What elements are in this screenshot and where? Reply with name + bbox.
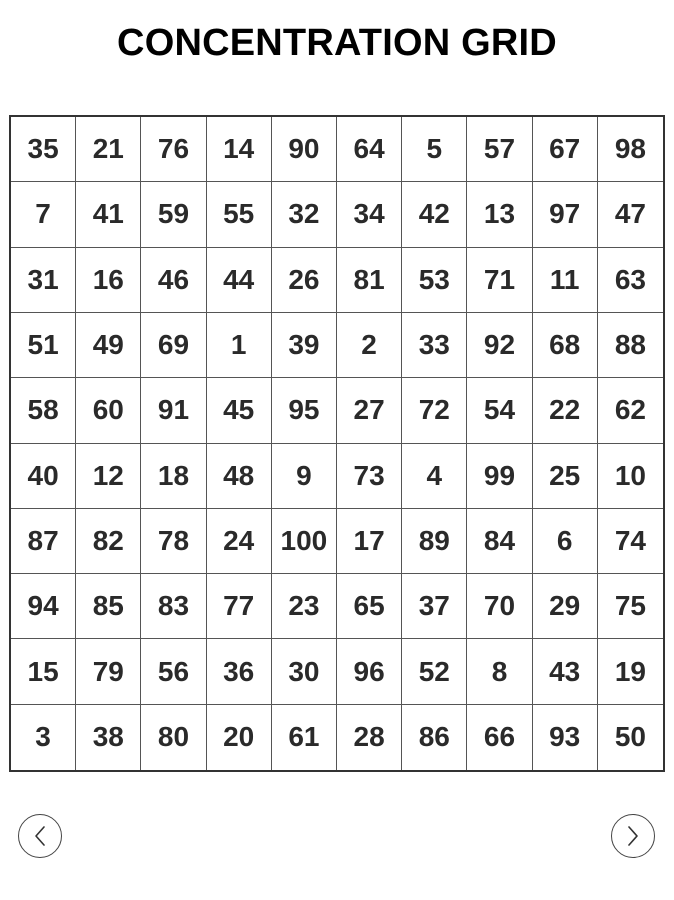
grid-cell[interactable]: 24 — [207, 509, 272, 574]
grid-cell[interactable]: 16 — [76, 248, 141, 313]
grid-cell[interactable]: 47 — [598, 182, 663, 247]
grid-cell[interactable]: 67 — [533, 117, 598, 182]
grid-cell[interactable]: 10 — [598, 444, 663, 509]
grid-cell[interactable]: 78 — [141, 509, 206, 574]
grid-cell[interactable]: 40 — [11, 444, 76, 509]
grid-cell[interactable]: 8 — [467, 639, 532, 704]
grid-cell[interactable]: 38 — [76, 705, 141, 770]
grid-cell[interactable]: 73 — [337, 444, 402, 509]
grid-cell[interactable]: 35 — [11, 117, 76, 182]
grid-cell[interactable]: 76 — [141, 117, 206, 182]
page-title: CONCENTRATION GRID — [117, 22, 557, 64]
grid-cell[interactable]: 46 — [141, 248, 206, 313]
grid-cell[interactable]: 48 — [207, 444, 272, 509]
grid-cell[interactable]: 85 — [76, 574, 141, 639]
grid-cell[interactable]: 100 — [272, 509, 337, 574]
grid-cell[interactable]: 39 — [272, 313, 337, 378]
grid-cell[interactable]: 41 — [76, 182, 141, 247]
previous-button[interactable] — [18, 814, 62, 858]
grid-cell[interactable]: 93 — [533, 705, 598, 770]
grid-cell[interactable]: 6 — [533, 509, 598, 574]
grid-cell[interactable]: 36 — [207, 639, 272, 704]
grid-cell[interactable]: 62 — [598, 378, 663, 443]
grid-cell[interactable]: 14 — [207, 117, 272, 182]
grid-cell[interactable]: 52 — [402, 639, 467, 704]
grid-cell[interactable]: 28 — [337, 705, 402, 770]
grid-cell[interactable]: 64 — [337, 117, 402, 182]
grid-cell[interactable]: 84 — [467, 509, 532, 574]
grid-cell[interactable]: 25 — [533, 444, 598, 509]
grid-cell[interactable]: 21 — [76, 117, 141, 182]
grid-cell[interactable]: 79 — [76, 639, 141, 704]
grid-cell[interactable]: 95 — [272, 378, 337, 443]
grid-cell[interactable]: 42 — [402, 182, 467, 247]
grid-cell[interactable]: 12 — [76, 444, 141, 509]
grid-cell[interactable]: 94 — [11, 574, 76, 639]
grid-cell[interactable]: 4 — [402, 444, 467, 509]
grid-cell[interactable]: 43 — [533, 639, 598, 704]
grid-cell[interactable]: 81 — [337, 248, 402, 313]
grid-cell[interactable]: 31 — [11, 248, 76, 313]
grid-cell[interactable]: 34 — [337, 182, 402, 247]
grid-cell[interactable]: 9 — [272, 444, 337, 509]
grid-cell[interactable]: 18 — [141, 444, 206, 509]
grid-cell[interactable]: 86 — [402, 705, 467, 770]
grid-cell[interactable]: 30 — [272, 639, 337, 704]
grid-cell[interactable]: 15 — [11, 639, 76, 704]
grid-cell[interactable]: 19 — [598, 639, 663, 704]
grid-cell[interactable]: 98 — [598, 117, 663, 182]
grid-cell[interactable]: 65 — [337, 574, 402, 639]
grid-cell[interactable]: 20 — [207, 705, 272, 770]
grid-cell[interactable]: 55 — [207, 182, 272, 247]
grid-cell[interactable]: 96 — [337, 639, 402, 704]
chevron-left-icon — [31, 824, 49, 848]
next-button[interactable] — [611, 814, 655, 858]
grid-cell[interactable]: 53 — [402, 248, 467, 313]
grid-cell[interactable]: 51 — [11, 313, 76, 378]
grid-cell[interactable]: 90 — [272, 117, 337, 182]
grid-cell[interactable]: 7 — [11, 182, 76, 247]
grid-cell[interactable]: 69 — [141, 313, 206, 378]
grid-cell[interactable]: 33 — [402, 313, 467, 378]
grid-cell[interactable]: 77 — [207, 574, 272, 639]
grid-cell[interactable]: 54 — [467, 378, 532, 443]
grid-cell[interactable]: 49 — [76, 313, 141, 378]
grid-cell[interactable]: 22 — [533, 378, 598, 443]
grid-cell[interactable]: 61 — [272, 705, 337, 770]
grid-cell[interactable]: 37 — [402, 574, 467, 639]
grid-cell[interactable]: 56 — [141, 639, 206, 704]
grid-cell[interactable]: 89 — [402, 509, 467, 574]
chevron-right-icon — [624, 824, 642, 848]
grid-cell[interactable]: 82 — [76, 509, 141, 574]
grid-cell[interactable]: 74 — [598, 509, 663, 574]
grid-cell[interactable]: 92 — [467, 313, 532, 378]
grid-cell[interactable]: 68 — [533, 313, 598, 378]
grid-cell[interactable]: 57 — [467, 117, 532, 182]
grid-cell[interactable]: 99 — [467, 444, 532, 509]
number-grid — [9, 115, 665, 772]
grid-cell[interactable]: 29 — [533, 574, 598, 639]
grid-cell[interactable]: 59 — [141, 182, 206, 247]
grid-cell[interactable]: 17 — [337, 509, 402, 574]
grid-cell[interactable]: 2 — [337, 313, 402, 378]
grid-cell[interactable]: 72 — [402, 378, 467, 443]
grid-cell[interactable]: 50 — [614, 721, 646, 753]
grid-cell[interactable]: 71 — [467, 248, 532, 313]
grid-cell[interactable]: 45 — [207, 378, 272, 443]
grid-cell[interactable]: 87 — [11, 509, 76, 574]
grid-cell[interactable]: 70 — [467, 574, 532, 639]
grid-cell[interactable]: 88 — [598, 313, 663, 378]
grid-cell[interactable]: 23 — [272, 574, 337, 639]
grid-cell[interactable]: 91 — [141, 378, 206, 443]
grid-cell[interactable]: 3 — [11, 705, 76, 770]
grid-cell[interactable]: 27 — [337, 378, 402, 443]
grid-cell[interactable]: 11 — [533, 248, 598, 313]
grid-cell[interactable]: 60 — [76, 378, 141, 443]
grid-cell[interactable]: 63 — [598, 248, 663, 313]
grid-cell[interactable]: 44 — [207, 248, 272, 313]
grid-cell[interactable]: 58 — [11, 378, 76, 443]
grid-cell[interactable]: 83 — [141, 574, 206, 639]
grid-cell[interactable]: 97 — [533, 182, 598, 247]
grid-cell[interactable]: 26 — [272, 248, 337, 313]
grid-cell[interactable]: 5 — [402, 117, 467, 182]
grid-cell[interactable]: 13 — [467, 182, 532, 247]
grid-cell[interactable]: 75 — [598, 574, 663, 639]
grid-cell[interactable]: 32 — [272, 182, 337, 247]
grid-cell[interactable]: 66 — [467, 705, 532, 770]
grid-cell[interactable]: 80 — [141, 705, 206, 770]
grid-cell[interactable]: 1 — [207, 313, 272, 378]
